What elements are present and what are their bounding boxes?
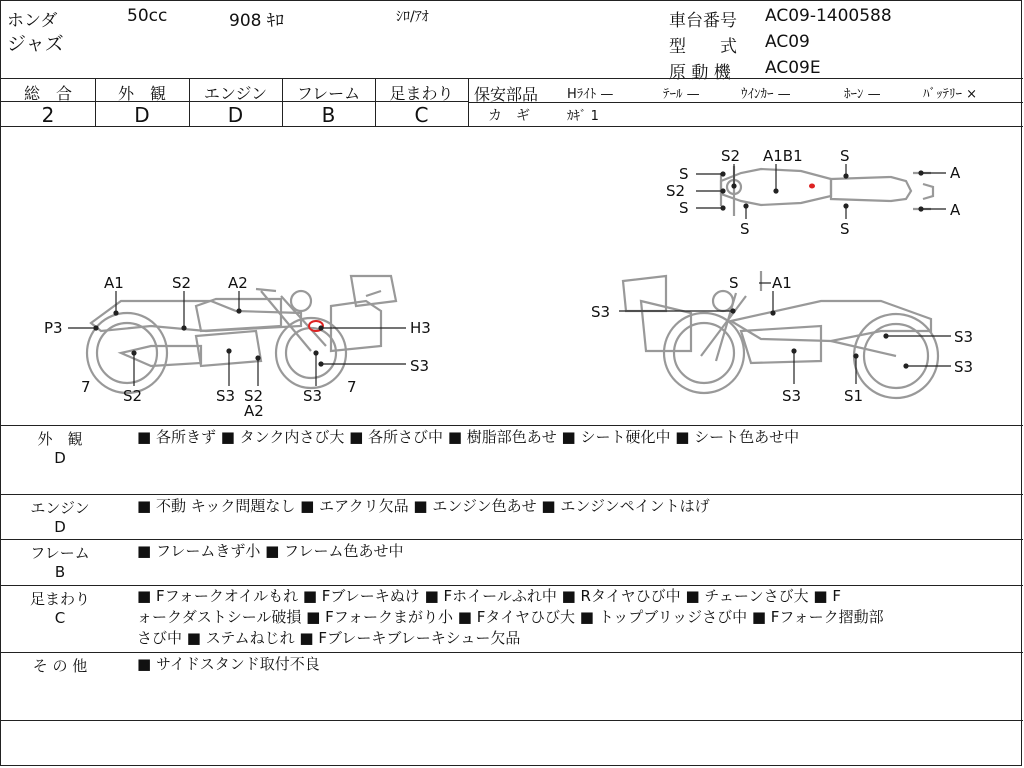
suspension-notes-line2: ォークダストシール破損 ■ Fフォークまがり小 ■ Fタイヤひび大 ■ トップブリッジさび中 ■ Fフォーク摺動部 xyxy=(137,608,884,626)
divider xyxy=(1,425,1023,426)
mark-label: P3 xyxy=(44,319,63,337)
suspension-label: 足まわり xyxy=(389,84,454,103)
headlight-status: Hﾗｲﾄ — xyxy=(567,87,614,102)
frame-label: フレーム xyxy=(296,84,361,103)
mark-label: S2 xyxy=(123,387,143,405)
frame-grade: B xyxy=(321,103,336,127)
mark-label: A xyxy=(950,164,961,182)
frame-notes: ■ フレームきず小 ■ フレーム色あせ中 xyxy=(137,542,404,560)
exterior-section-label: 外 観 xyxy=(37,430,83,448)
color: ｼﾛ/ｱｵ xyxy=(396,9,429,25)
damage-diagram xyxy=(1,127,1023,425)
divider xyxy=(468,102,1023,103)
bike-left-view xyxy=(87,276,396,393)
mark-label: S3 xyxy=(954,358,974,376)
mark-label: S3 xyxy=(410,357,430,375)
engine-section-label: エンジン xyxy=(30,499,90,517)
divider xyxy=(1,494,1023,495)
mark-label: A2 xyxy=(228,274,248,292)
overall-grade: 2 xyxy=(41,103,55,127)
mark-label: S2 xyxy=(172,274,192,292)
suspension-section-label: 足まわり xyxy=(29,590,90,608)
taillight-status: ﾃｰﾙ — xyxy=(663,87,700,102)
frame-section-label: フレーム xyxy=(30,544,90,562)
winker-status: ｳｲﾝｶｰ — xyxy=(741,87,791,102)
divider xyxy=(1,78,1023,79)
mark-label: 7 xyxy=(81,378,91,396)
mark-label: S2 xyxy=(244,387,264,405)
mark-label: S3 xyxy=(782,387,802,405)
suspension-notes-line3: さび中 ■ ステムねじれ ■ Fブレーキブレーキシュー欠品 xyxy=(137,629,521,647)
suspension-section-grade: C xyxy=(54,609,66,627)
maker: ホンダ xyxy=(7,11,58,31)
type-value: AC09 xyxy=(765,32,810,52)
other-notes: ■ サイドスタンド取付不良 xyxy=(137,655,320,673)
exterior-notes: ■ 各所きず ■ タンク内さび大 ■ 各所さび中 ■ 樹脂部色あせ ■ シート硬化中 ■ シート色あせ中 xyxy=(137,428,800,446)
safety-parts-label: 保安部品 xyxy=(474,85,539,104)
key-value: ｶｷﾞ 1 xyxy=(567,109,599,124)
engine-section-grade: D xyxy=(54,518,66,536)
overall-label: 総 合 xyxy=(23,84,72,103)
mark-label: S xyxy=(679,165,689,183)
mark-label: A2 xyxy=(244,402,264,420)
horn-status: ﾎｰﾝ — xyxy=(844,87,881,102)
frame-section-grade: B xyxy=(54,563,66,581)
mark-label: S xyxy=(740,220,750,238)
frame-number: AC09-1400588 xyxy=(765,6,892,26)
mark-label: A1 xyxy=(772,274,792,292)
exterior-grade: D xyxy=(134,103,150,127)
mark-label: H3 xyxy=(410,319,431,337)
mark-label: S3 xyxy=(216,387,236,405)
suspension-grade: C xyxy=(414,103,429,127)
engine-model-label: 原 動 機 xyxy=(669,63,731,83)
key-label: カ ギ xyxy=(488,108,530,124)
displacement: 50cc xyxy=(127,6,168,26)
mark-label: S2 xyxy=(721,147,741,165)
divider xyxy=(1,652,1023,653)
engine-notes: ■ 不動 キック問題なし ■ エアクリ欠品 ■ エンジン色あせ ■ エンジンペイントはげ xyxy=(137,497,710,515)
divider xyxy=(1,720,1023,721)
battery-status: ﾊﾞｯﾃﾘｰ × xyxy=(923,87,978,102)
mark-label: S xyxy=(840,147,850,165)
exterior-section-grade: D xyxy=(54,449,66,467)
mark-label: 7 xyxy=(347,378,357,396)
mark-label: S2 xyxy=(666,182,686,200)
model-name: ジャズ xyxy=(7,33,64,55)
mark-label: S1 xyxy=(844,387,864,405)
divider xyxy=(1,539,1023,540)
engine-model: AC09E xyxy=(765,58,821,78)
mark-label: S3 xyxy=(954,328,974,346)
mark-label: S xyxy=(840,220,850,238)
mark-label: A xyxy=(950,201,961,219)
mark-label: S xyxy=(679,199,689,217)
engine-label: エンジン xyxy=(203,84,268,103)
mark-label: S3 xyxy=(303,387,323,405)
mark-label: S xyxy=(729,274,739,292)
mileage: 908 ｷﾛ xyxy=(229,11,284,31)
mark-label: A1B1 xyxy=(763,147,803,165)
engine-grade: D xyxy=(227,103,244,127)
frame-number-label: 車台番号 xyxy=(669,11,737,31)
type-label: 型 式 xyxy=(669,37,737,57)
bike-top-view xyxy=(721,166,933,216)
mark-label: A1 xyxy=(104,274,124,292)
suspension-notes-line1: ■ Fフォークオイルもれ ■ Fブレーキぬけ ■ Fホイールふれ中 ■ Rタイヤひび中 ■ チェーンさび大 ■ F xyxy=(137,587,841,605)
exterior-label: 外 観 xyxy=(117,84,166,103)
mark-label: S3 xyxy=(591,303,611,321)
other-section-label: そ の 他 xyxy=(32,657,88,675)
